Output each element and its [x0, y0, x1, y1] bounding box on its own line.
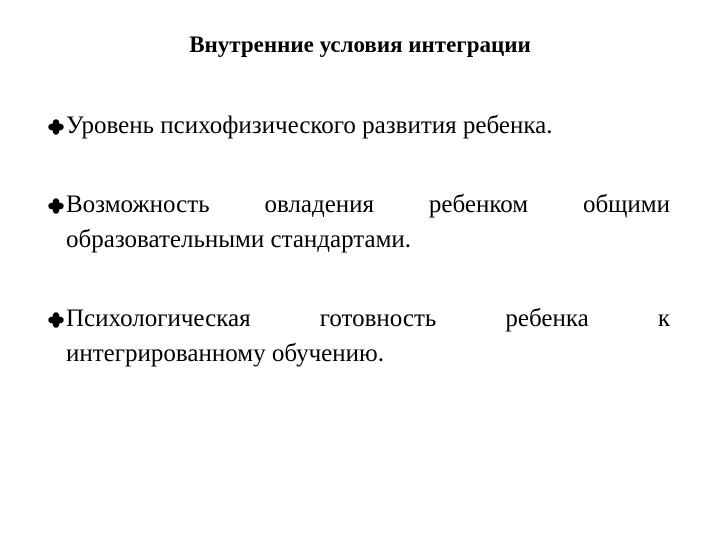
diamond-clover-icon: [48, 119, 64, 135]
list-item-text-line-1: Психологическая готовность ребенка к: [66, 305, 670, 332]
list-item: [48, 108, 670, 143]
list-item-text: Уровень психофизического развития ребенка.: [66, 112, 553, 139]
diamond-clover-icon: [48, 312, 64, 328]
diamond-clover-icon: [48, 198, 64, 214]
list-item: [48, 187, 670, 257]
slide-title: Внутренние условия интеграции: [189, 32, 531, 57]
list-item-text-line-2: интегрированному обучению.: [66, 340, 384, 367]
list-item-text-line-1: Возможность овладения ребенком общими: [66, 191, 670, 218]
list-item: [48, 301, 670, 371]
bullet-list: [48, 108, 670, 371]
list-item-text-line-2: образовательными стандартами.: [66, 226, 412, 253]
